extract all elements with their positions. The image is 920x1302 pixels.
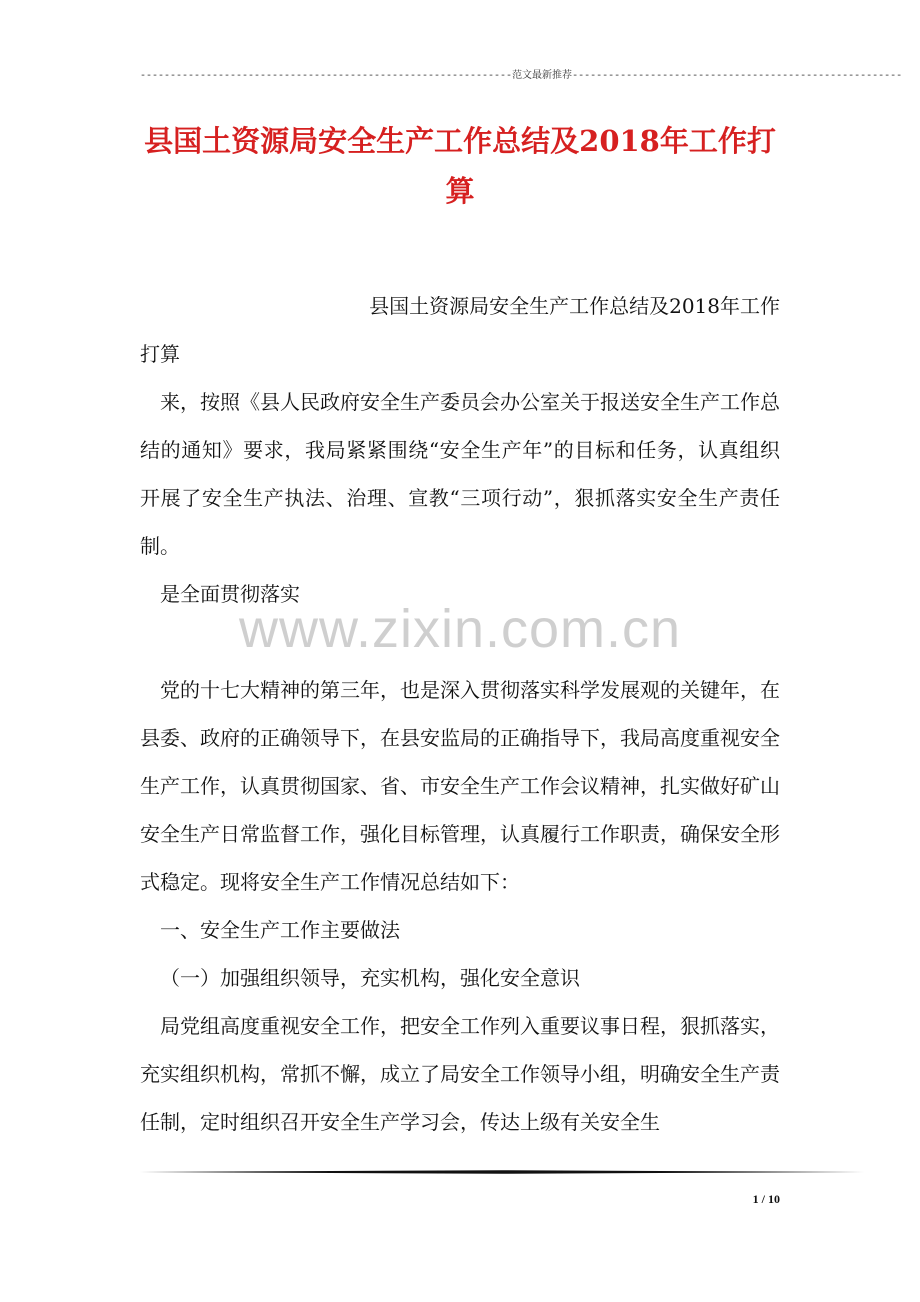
section-heading-1: 一、安全生产工作主要做法 [160, 918, 400, 942]
paragraph-2: 是全面贯彻落实 [160, 582, 300, 606]
header-dashes-left: -------------------------------------------------------------- [140, 71, 513, 82]
paragraph-3: 党的十七大精神的第三年，也是深入贯彻落实科学发展观的关键年，在县委、政府的正确领导下，在县安监局的正确指导下，我局高度重视安全生产工作，认真贯彻国家、省、市安全生产工作会议精神，扎实做好矿山安全生产日常监督工作，强化目标管理，认真履行工作职责，确保安全形式稳定。现将安全生产工作情况总结如下： [140, 678, 780, 894]
document-title: 县国土资源局安全生产工作总结及2018年工作打算 [144, 124, 776, 208]
section-heading-2: （一）加强组织领导，充实机构，强化安全意识 [160, 966, 580, 990]
header-banner [140, 66, 903, 86]
paragraph-4: 局党组高度重视安全工作，把安全工作列入重要议事日程，狠抓落实，充实组织机构，常抓不懈，成立了局安全工作领导小组，明确安全生产责任制，定时组织召开安全生产学习会，传达上级有关安全生 [140, 1014, 780, 1134]
subtitle-line2: 打算 [140, 342, 180, 366]
header-label: 范文最新推荐 [512, 71, 573, 82]
paragraph-1: 来，按照《县人民政府安全生产委员会办公室关于报送安全生产工作总结的通知》要求，我局紧紧围绕“安全生产年”的目标和任务，认真组织开展了安全生产执法、治理、宣教“三项行动”，狠抓落实安全生产责任制。 [140, 390, 780, 558]
subtitle-line1: 县国土资源局安全生产工作总结及2018年工作 [369, 294, 780, 318]
header-dashes-right: ------------------------------------------------------- [572, 71, 903, 82]
watermark: www.zixin.com.cn [238, 599, 682, 659]
footer-rule [140, 1170, 864, 1174]
page-number: 1 / 10 [752, 1192, 780, 1206]
